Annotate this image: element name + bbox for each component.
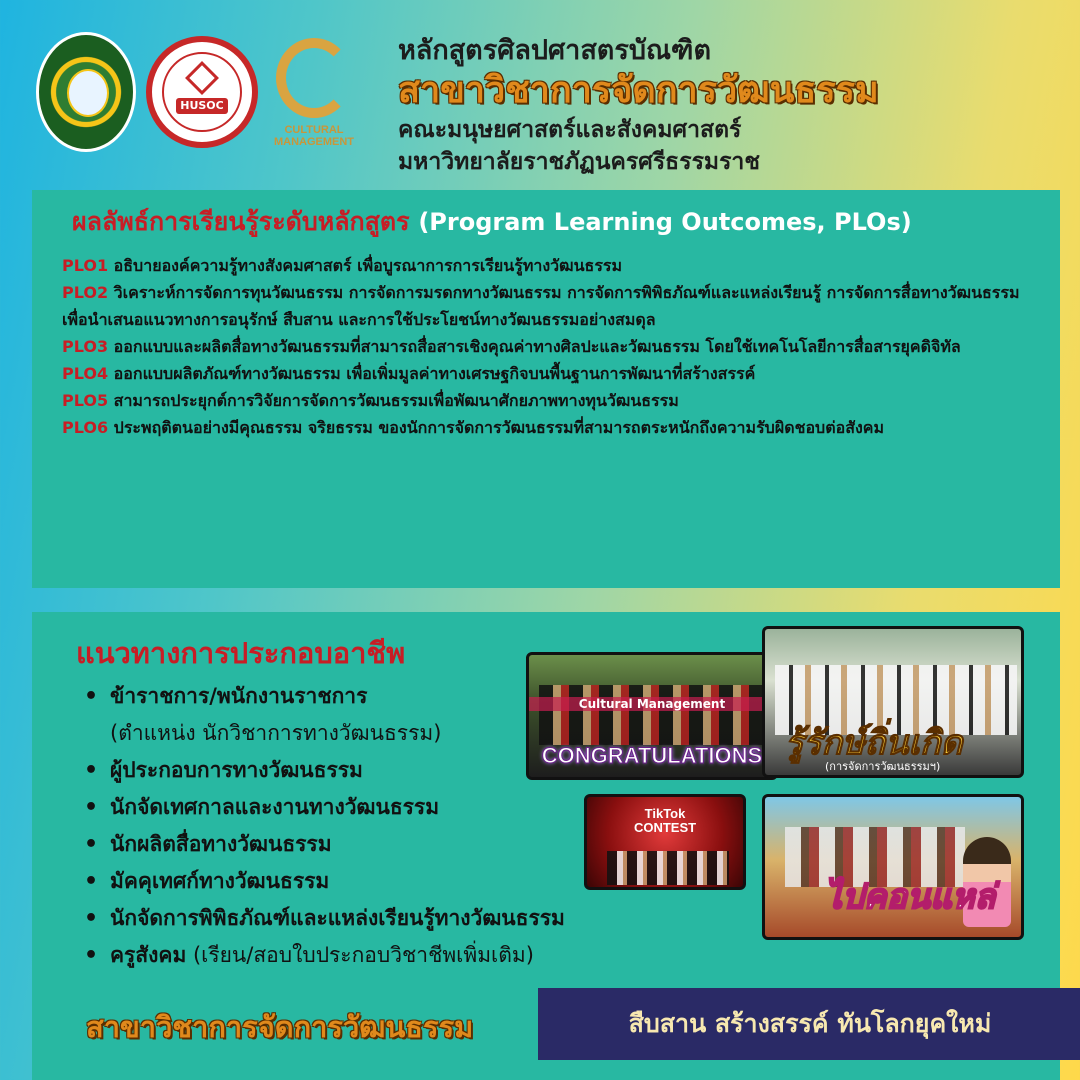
faculty-name: คณะมนุษยศาสตร์และสังคมศาสตร์ — [398, 117, 742, 143]
plo-code: PLO5 — [62, 391, 109, 410]
pai-kon-lae-photo — [762, 794, 1024, 940]
husoc-badge: HUSOC — [176, 98, 228, 114]
program-major: สาขาวิชาการจัดการวัฒนธรรม — [398, 70, 879, 111]
career-label: ข้าราชการ/พนักงานราชการ — [110, 684, 368, 708]
plo-code: PLO6 — [62, 418, 109, 437]
cultural-management-logo — [272, 38, 356, 156]
ruk-subtitle: (การจัดการวัฒนธรรมฯ) — [825, 760, 941, 773]
career-label: นักจัดการพิพิธภัณฑ์และแหล่งเรียนรู้ทางวัฒนธรรม — [110, 906, 565, 930]
congratulations-photo — [526, 652, 778, 780]
plo-item — [62, 414, 1042, 441]
plo-panel — [32, 190, 1060, 588]
plo-item — [62, 360, 1042, 387]
career-note: (เรียน/สอบใบประกอบวิชาชีพเพิ่มเติม) — [186, 943, 534, 967]
plo-text: สามารถประยุกต์การวิจัยการจัดการวัฒนธรรมเพื่อพัฒนาศักยภาพทางทุนวัฒนธรรม — [113, 391, 679, 410]
husoc-logo — [146, 36, 258, 148]
career-title: แนวทางการประกอบอาชีพ — [76, 636, 406, 670]
career-label: ผู้ประกอบการทางวัฒนธรรม — [110, 758, 363, 782]
plo-item — [62, 279, 1042, 333]
plo-code: PLO1 — [62, 256, 109, 275]
footer-slogan: สืบสาน สร้างสรรค์ ทันโลกยุคใหม่ — [538, 988, 1080, 1060]
program-degree: หลักสูตรศิลปศาสตรบัณฑิต — [398, 35, 711, 66]
ruk-title: รู้รักษ์ถิ่นเกิด — [785, 723, 963, 763]
plo-title-th: ผลลัพธ์การเรียนรู้ระดับหลักสูตร — [72, 207, 410, 236]
plo-list — [62, 252, 1042, 441]
career-item — [82, 900, 722, 937]
graduates-group-image — [539, 685, 769, 745]
plo-code: PLO3 — [62, 337, 109, 356]
plo-code: PLO2 — [62, 283, 109, 302]
career-item — [82, 937, 722, 974]
plo-text: อธิบายองค์ความรู้ทางสังคมศาสตร์ เพื่อบูรณาการการเรียนรู้ทางวัฒนธรรม — [113, 256, 623, 275]
logo-group — [36, 32, 366, 162]
plo-text: ประพฤติตนอย่างมีคุณธรรม จริยธรรม ของนักการจัดการวัฒนธรรมที่สามารถตระหนักถึงความรับผิดชอบต่อสังคม — [113, 418, 885, 437]
c-letter-icon — [276, 38, 352, 118]
plo-text: ออกแบบและผลิตสื่อทางวัฒนธรรมที่สามารถสื่อสารเชิงคุณค่าทางศิลปะและวัฒนธรรม โดยใช้เทคโนโลยีการสื่อสารยุคดิจิทัล — [113, 337, 961, 356]
career-sub: (ตำแหน่ง นักวิชาการทางวัฒนธรรม) — [110, 721, 442, 745]
ruk-tin-kerd-photo — [762, 626, 1024, 778]
plo-item — [62, 252, 1042, 279]
career-label: ครูสังคม — [110, 943, 187, 967]
plo-item — [62, 387, 1042, 414]
university-name: มหาวิทยาลัยราชภัฏนครศรีธรรมราช — [398, 149, 760, 175]
pai-title: ไปคอนแหล่ — [825, 877, 996, 917]
tiktok-caption: TikTok CONTEST — [633, 806, 697, 835]
program-header — [398, 34, 1058, 178]
plo-title — [72, 202, 912, 242]
contest-group-image — [607, 851, 729, 885]
career-label: มัคคุเทศก์ทางวัฒนธรรม — [110, 869, 330, 893]
university-seal-icon — [67, 69, 109, 117]
plo-code: PLO4 — [62, 364, 109, 383]
plo-item — [62, 333, 1042, 360]
cultural-management-logo-text: CULTURAL MANAGEMENT — [273, 124, 355, 148]
career-label: นักผลิตสื่อทางวัฒนธรรม — [110, 832, 332, 856]
career-panel — [32, 612, 1060, 1080]
congrats-banner: Cultural Management — [529, 697, 775, 711]
plo-title-en: (Program Learning Outcomes, PLOs) — [418, 208, 912, 236]
tiktok-contest-photo — [584, 794, 746, 890]
plo-text: วิเคราะห์การจัดการทุนวัฒนธรรม การจัดการมรดกทางวัฒนธรรม การจัดการพิพิธภัณฑ์และแหล่งเรียนรู้ การจัดการสื่อทางวัฒนธรรม เพื่อนำเสนอแนวทางการอนุรักษ์ สืบสาน และการใช้ประโยชน์ทางวัฒนธรรมอย่างสมดุล — [62, 283, 1020, 329]
congrats-caption: CONGRATULATIONS — [541, 743, 763, 768]
plo-text: ออกแบบผลิตภัณฑ์ทางวัฒนธรรม เพื่อเพิ่มมูลค่าทางเศรษฐกิจบนพื้นฐานการพัฒนาที่สร้างสรรค์ — [113, 364, 756, 383]
university-logo — [36, 32, 136, 152]
footer-major: สาขาวิชาการจัดการวัฒนธรรม — [86, 1010, 474, 1044]
career-label: นักจัดเทศกาลและงานทางวัฒนธรรม — [110, 795, 440, 819]
